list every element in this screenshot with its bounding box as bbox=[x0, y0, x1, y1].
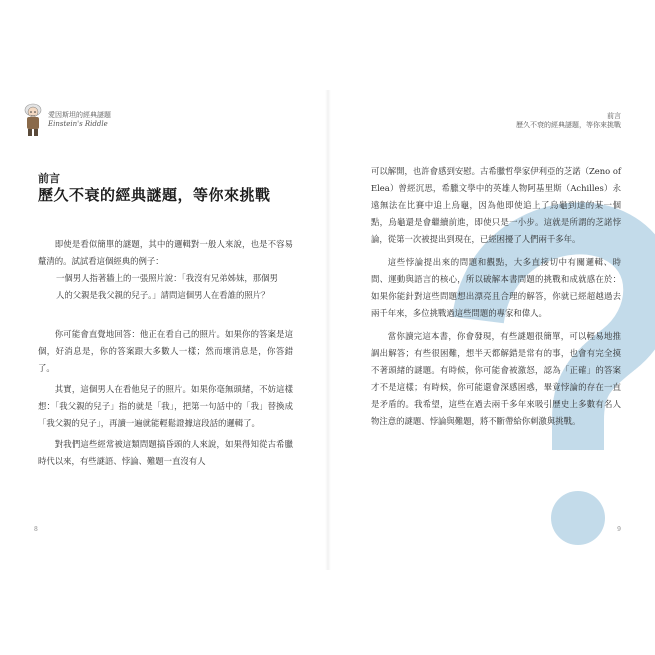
right-page bbox=[328, 0, 655, 655]
header-right-line1: 前言 bbox=[607, 112, 621, 120]
header-title-zh: 愛因斯坦的經典謎題 bbox=[48, 111, 111, 119]
page-number-right: 9 bbox=[617, 526, 621, 533]
left-paragraph-2: 你可能會直覺地回答：他正在看自己的照片。如果你的答案是這個，好消息是，你的答案跟大多數人一樣；然而壞消息是，你答錯了。 bbox=[38, 329, 293, 373]
left-paragraph-1: 即使是看似簡單的謎題，其中的邏輯對一般人來說，也是不容易釐清的。試試看這個經典的例子： bbox=[38, 239, 293, 266]
chapter-label: 前言 bbox=[38, 172, 60, 185]
right-paragraph-2: 這些悖論提出來的問題和觀點，大多直接切中有關邏輯、時間、運動與語言的核心，所以破解本書問題的挑戰和成就感在於：如果你能針對這些問題想出漂亮且合理的解答，你就已經超越過去兩千年來，多位挑戰過這些問題的專家和偉人。 bbox=[371, 257, 621, 318]
right-paragraph-1: 可以解開，也許會感到安慰。古希臘哲學家伊利亞的芝諾（Zeno of Elea）曾經沉思，希臘文學中的英雄人物阿基里斯（Achilles）永遠無法在比賽中追上烏龜，因為他即使追上了烏龜到達的某一個點，烏龜還是會繼續前進，即使只是一小步。這就是所謂的芝諾悖論，從第一次被提出到現在，已經困擾了人們兩千多年。 bbox=[371, 166, 621, 244]
left-page bbox=[0, 0, 327, 655]
chapter-title: 歷久不衰的經典謎題，等你來挑戰 bbox=[38, 186, 271, 204]
header-title-en: Einstein's Riddle bbox=[48, 120, 108, 128]
example-quote: 一個男人指著牆上的一張照片說：「我沒有兄弟姊妹，那個男人的父親是我父親的兒子。」請問這個男人在看誰的照片？ bbox=[56, 273, 278, 300]
right-body-text bbox=[371, 163, 621, 430]
einstein-mascot-icon bbox=[22, 102, 44, 138]
left-paragraph-3: 其實，這個男人在看他兒子的照片。如果你毫無頭緒，不妨這樣想：「我父親的兒子」指的就是「我」，把第一句話中的「我」替換成「我父親的兒子」，再讀一遍就能輕鬆證據這段話的邏輯了。 bbox=[38, 384, 293, 428]
header-right-line2: 歷久不衰的經典謎題，等你來挑戰 bbox=[516, 121, 621, 129]
left-paragraph-4: 對我們這些經常被這類問題搞昏頭的人來說，如果得知從古希臘時代以來，有些謎語、悖論、難題一直沒有人 bbox=[38, 439, 293, 466]
page-number-left: 8 bbox=[34, 526, 38, 533]
left-running-header bbox=[22, 102, 111, 138]
right-paragraph-3: 當你讀完這本書，你會發現，有些謎題很簡單，可以輕易地推調出解答；有些很困難，想半天都解錯是常有的事，也會有完全摸不著頭緒的謎題。有時候，你可能會被激怒，認為「正確」的答案才不是這樣；有時候，你可能還會深感困惑，畢竟悖論的存在一直是矛盾的。我希望，這些在過去兩千多年來吸引歷史上多數有名人物注意的謎題、悖論與難題，將不斷帶給你刺激與挑戰。 bbox=[371, 331, 621, 426]
